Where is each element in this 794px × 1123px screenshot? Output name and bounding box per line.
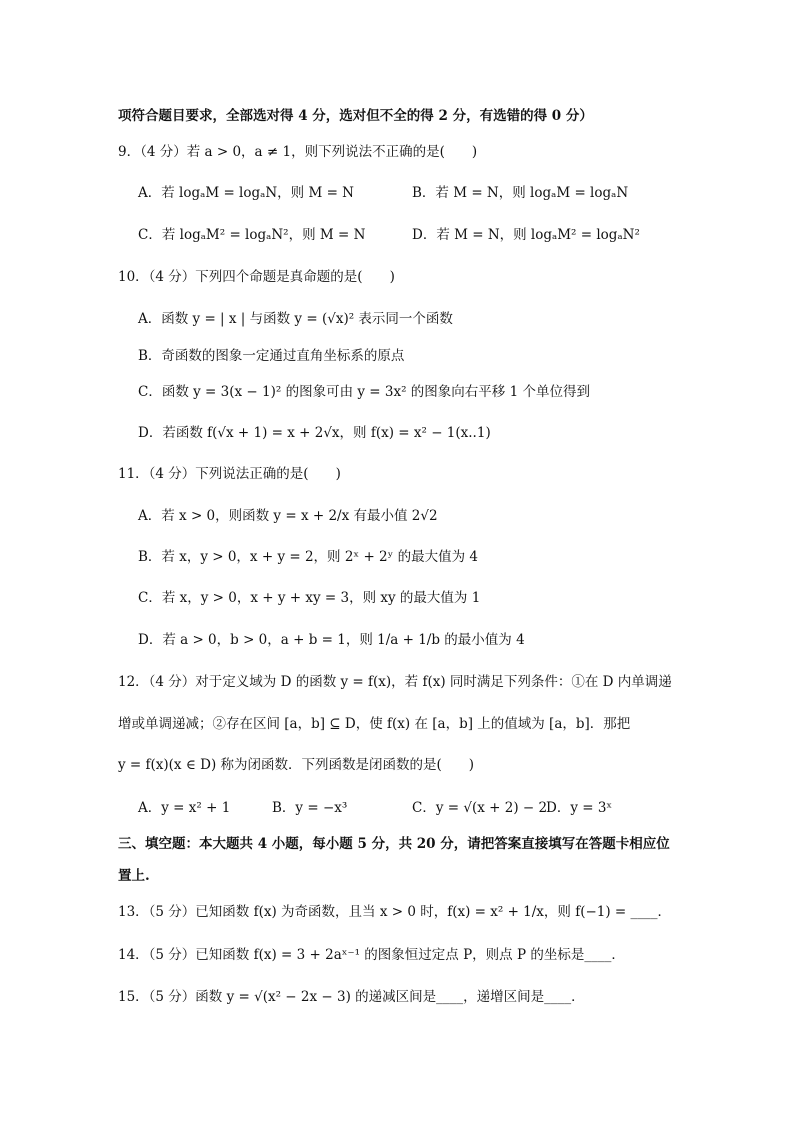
q9-option-d: D．若 M = N，则 logₐM² = logₐN²: [412, 227, 640, 243]
q10-option-d: D．若函数 f(√x + 1) = x + 2√x，则 f(x) = x² − 1(x..1): [138, 425, 491, 441]
q10-option-c: C．函数 y = 3(x − 1)² 的图象可由 y = 3x² 的图象向右平移 1 个单位得到: [138, 384, 590, 400]
q11-option-b: B．若 x，y > 0，x + y = 2，则 2ˣ + 2ʸ 的最大值为 4: [138, 549, 479, 565]
q14: 14．（5 分）已知函数 f(x) = 3 + 2aˣ⁻¹ 的图象恒过定点 P，则点 P 的坐标是____．: [118, 947, 625, 963]
q12-stem-line2: 增或单调递减；②存在区间 [a，b] ⊆ D，使 f(x) 在 [a，b] 上的值域为 [a，b]．那把: [118, 716, 631, 732]
q9-option-c: C．若 logₐM² = logₐN²，则 M = N: [138, 227, 366, 243]
section-note: 项符合题目要求，全部选对得 4 分，选对但不全的得 2 分，有选错的得 0 分）: [118, 108, 593, 124]
q11-option-a: A．若 x > 0，则函数 y = x + 2/x 有最小值 2√2: [138, 508, 438, 524]
q10-option-a: A．函数 y = | x | 与函数 y = (√x)² 表示同一个函数: [138, 311, 453, 327]
q11-stem: 11．（4 分）下列说法正确的是( ): [118, 466, 341, 482]
q12-option-a: A．y = x² + 1: [138, 800, 231, 816]
section-3-heading-cont: 置上.: [118, 868, 150, 884]
q15: 15．（5 分）函数 y = √(x² − 2x − 3) 的递减区间是____，递增区间是____．: [118, 989, 585, 1005]
q12-option-b: B．y = −x³: [272, 800, 348, 816]
q9-stem: 9．（4 分）若 a > 0，a ≠ 1，则下列说法不正确的是( ): [118, 144, 478, 160]
q10-stem: 10．（4 分）下列四个命题是真命题的是( ): [118, 269, 395, 285]
q11-option-d: D．若 a > 0，b > 0，a + b = 1，则 1/a + 1/b 的最小值为 4: [138, 632, 525, 648]
q12-stem-line3: y = f(x)(x ∈ D) 称为闭函数．下列函数是闭函数的是( ): [118, 757, 475, 773]
q9-option-b: B．若 M = N，则 logₐM = logₐN: [412, 185, 629, 201]
q11-option-c: C．若 x，y > 0，x + y + xy = 3，则 xy 的最大值为 1: [138, 590, 481, 606]
q10-option-b: B．奇函数的图象一定通过直角坐标系的原点: [138, 348, 405, 364]
q13: 13．（5 分）已知函数 f(x) 为奇函数，且当 x > 0 时，f(x) = x² + 1/x，则 f(−1) = ____．: [118, 904, 672, 920]
q12-option-c: C．y = √(x + 2) − 2: [412, 800, 548, 816]
section-3-heading: 三、填空题：本大题共 4 小题，每小题 5 分，共 20 分，请把答案直接填写在答题卡相应位: [118, 836, 670, 852]
q9-option-a: A．若 logₐM = logₐN，则 M = N: [138, 185, 354, 201]
q12-option-d: D．y = 3ˣ: [546, 800, 613, 816]
q12-stem-line1: 12．（4 分）对于定义域为 D 的函数 y = f(x)，若 f(x) 同时满足下列条件：①在 D 内单调递: [118, 674, 672, 690]
